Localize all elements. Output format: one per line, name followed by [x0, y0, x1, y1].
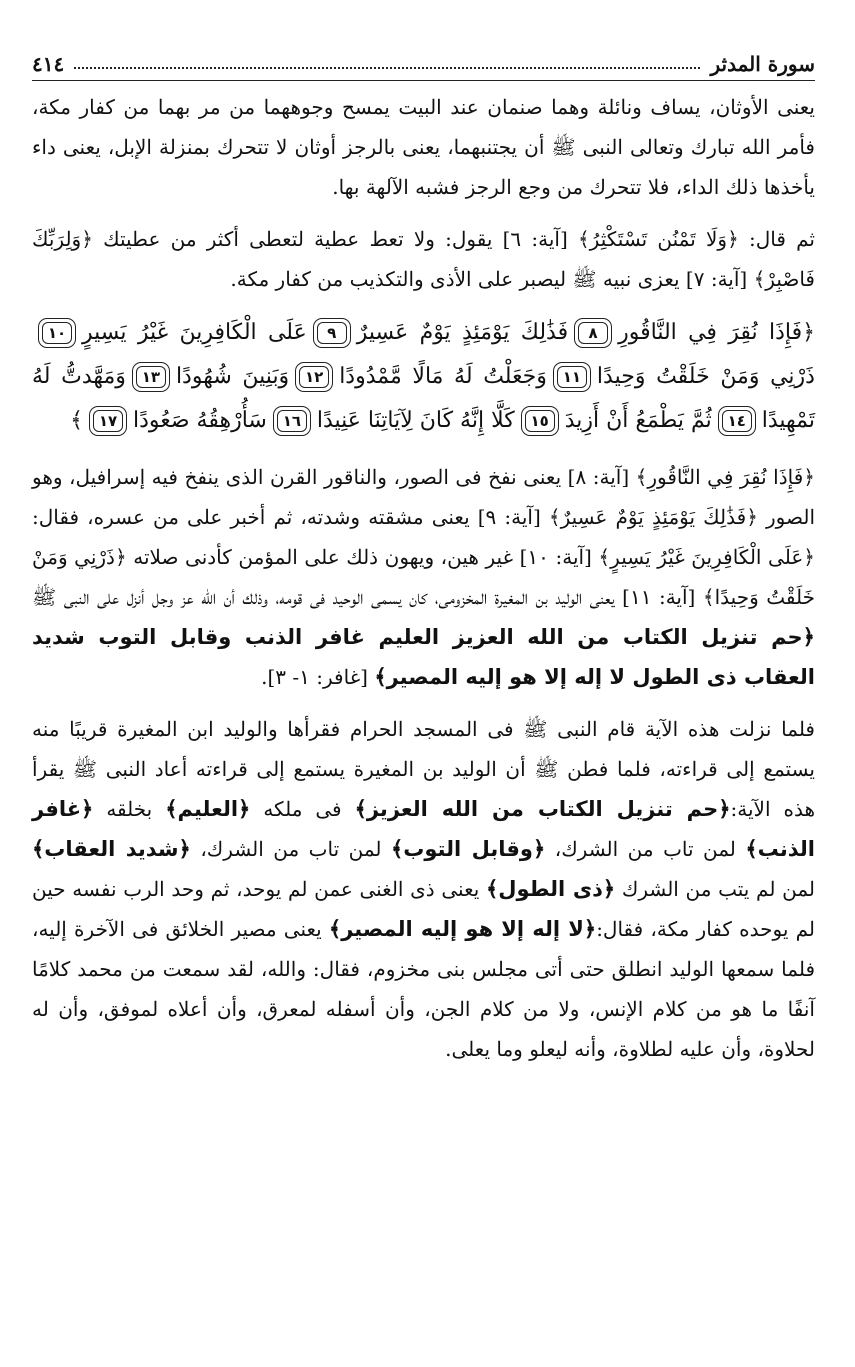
page-header	[32, 40, 815, 76]
verse-text: فَذَٰلِكَ يَوْمَئِذٍ يَوْمٌ عَسِيرٌ	[356, 320, 569, 345]
text-run: لمن تاب من الشرك،	[554, 837, 736, 861]
header-dotted-leader	[74, 67, 700, 69]
verse-number-marker: ١٣	[132, 362, 170, 392]
bold-phrase: ﴿لا إله إلا هو إليه المصير﴾	[328, 917, 597, 941]
verse-text: وَمَهَّدتُّ لَهُ تَمْهِيدًا	[32, 364, 815, 433]
verse-number-marker: ١٦	[273, 406, 311, 436]
text-run: يعنى مصير الخلائق فى الآخرة إليه، فلما سمعها الوليد انطلق حتى أتى مجلس بنى مخزوم، فقال: والله، لقد سمعت من محمد كلامًا آنفًا ما هو من كلام الإنس، ولا من كلام الجن، وأن أسفله لمعرق، وأن أعلاه لموفق، وأن له لحلاوة، وأن عليه لطلاوة، وأنه ليعلو وما يعلى.	[32, 917, 815, 1061]
verse-text: ذَرْنِي وَمَنْ خَلَقْتُ وَحِيدًا	[596, 364, 815, 389]
surah-title: سورة المدثر	[710, 52, 815, 76]
paragraph-3	[32, 457, 815, 697]
verse-number-marker: ١٧	[89, 406, 127, 436]
verse-text: كَلَّا إِنَّهُ كَانَ لِآيَاتِنَا عَنِيدًا	[316, 408, 515, 433]
paragraph-2: ثم قال: ﴿وَلَا تَمْنُن تَسْتَكْثِرُ﴾ [آية: ٦] يقول: ولا تعط عطية لتعطى أكثر من عطيتك ﴿وَلِرَبِّكَ فَاصْبِرْ﴾ [آية: ٧] يعزى نبيه ﷺ ليصبر على الأذى والتكذيب من كفار مكة.	[32, 227, 815, 291]
citation: [غافر: ١- ٣].	[261, 665, 368, 689]
bold-phrase: ﴿حم تنزيل الكتاب من الله العزيز﴾	[354, 797, 731, 821]
verse-text: وَبَنِينَ شُهُودًا	[175, 364, 290, 389]
text-run: لمن لم يتب من الشرك	[621, 877, 815, 901]
verse-number-marker: ١٤	[718, 406, 756, 436]
verse-text: ثُمَّ يَطْمَعُ أَنْ أَزِيدَ	[564, 408, 712, 433]
text-run: يعنى ذى الغنى عمن لم يوحد، ثم وحد الرب نفسه حين لم يوحده كفار مكة، فقال:	[32, 877, 815, 941]
text-run: لمن تاب من الشرك،	[200, 837, 382, 861]
bold-phrase: ﴿العليم﴾	[165, 797, 251, 821]
bold-phrase: ﴿ذى الطول﴾	[485, 877, 616, 901]
quran-open-bracket: ﴿	[802, 320, 816, 345]
paragraph-1: يعنى الأوثان، يساف ونائلة وهما صنمان عند البيت يمسح وجوههما من مر بهما من كفار مكة، فأمر الله تبارك وتعالى النبى ﷺ أن يجتنبهما، يعنى بالرجز أوثان لا تتحرك بمنزلة الإبل، يعنى داء يأخذها ذلك الداء، فلا تتحرك من وجع الرجز فشبه الآلهة بها.	[32, 95, 815, 199]
page-number: ٤١٤	[32, 52, 65, 76]
text-run: فلما نزلت هذه الآية قام النبى ﷺ فى المسجد الحرام فقرأها والوليد ابن المغيرة قريبًا منه يستمع إلى قراءته، فلما فطن ﷺ أن الوليد بن المغيرة يستمع إلى قراءته أعاد النبى ﷺ يقرأ هذه الآية:	[32, 717, 815, 821]
bold-phrase: ﴿غافر الذنب﴾	[32, 797, 816, 861]
bold-phrase: ﴿شديد العقاب﴾	[32, 837, 191, 861]
text-run: فى ملكه	[263, 797, 342, 821]
verse-text: فَإِذَا نُقِرَ فِي النَّاقُورِ	[618, 320, 803, 345]
verse-number-marker: ١٥	[521, 406, 559, 436]
verse-number-marker: ١٢	[295, 362, 333, 392]
verse-text: سَأُرْهِقُهُ صَعُودًا	[132, 408, 267, 433]
text-run: بخلقه	[106, 797, 153, 821]
paragraph-3-text: ﴿فَإِذَا نُقِرَ فِي النَّاقُورِ﴾ [آية: ٨] يعنى نفخ فى الصور، والناقور القرن الذى ينفخ فيه إسرافيل، وهو الصور ﴿فَذَٰلِكَ يَوْمَئِذٍ يَوْمٌ عَسِيرٌ﴾ [آية: ٩] يعنى مشقته وشدته، ثم أخبر على من عسره، فقال: ﴿عَلَى الْكَافِرِينَ غَيْرُ يَسِيرٍ﴾ [آية: ١٠] غير هين، ويهون ذلك على المؤمن كأدنى صلاته ﴿ذَرْنِي وَمَنْ خَلَقْتُ وَحِيدًا﴾ [آية: ١١] يعنى الوليد بن المغيرة المخزومى، كان يسمى الوحيد فى قومه، وذلك أن الله عز وجل أنزل على النبى ﷺ	[32, 465, 815, 609]
bold-quran-quote: ﴿حم تنزيل الكتاب من الله العزيز العليم غافر الذنب وقابل التوب شديد العقاب ذى الطول لا إله إلا هو إليه المصير﴾	[32, 625, 815, 689]
paragraph-4	[32, 709, 815, 1069]
header-rule	[32, 80, 815, 81]
verse-text: وَجَعَلْتُ لَهُ مَالًا مَّمْدُودًا	[339, 364, 547, 389]
verse-number-marker: ١١	[553, 362, 591, 392]
verse-text: عَلَى الْكَافِرِينَ غَيْرُ يَسِيرٍ	[82, 320, 307, 345]
verse-number-marker: ١٠	[38, 318, 76, 348]
bold-phrase: ﴿وقابل التوب﴾	[390, 837, 546, 861]
quran-close-bracket: ﴾	[70, 408, 83, 433]
quran-verses-block	[32, 311, 815, 443]
verse-number-marker: ٨	[574, 318, 612, 348]
verse-number-marker: ٩	[313, 318, 351, 348]
